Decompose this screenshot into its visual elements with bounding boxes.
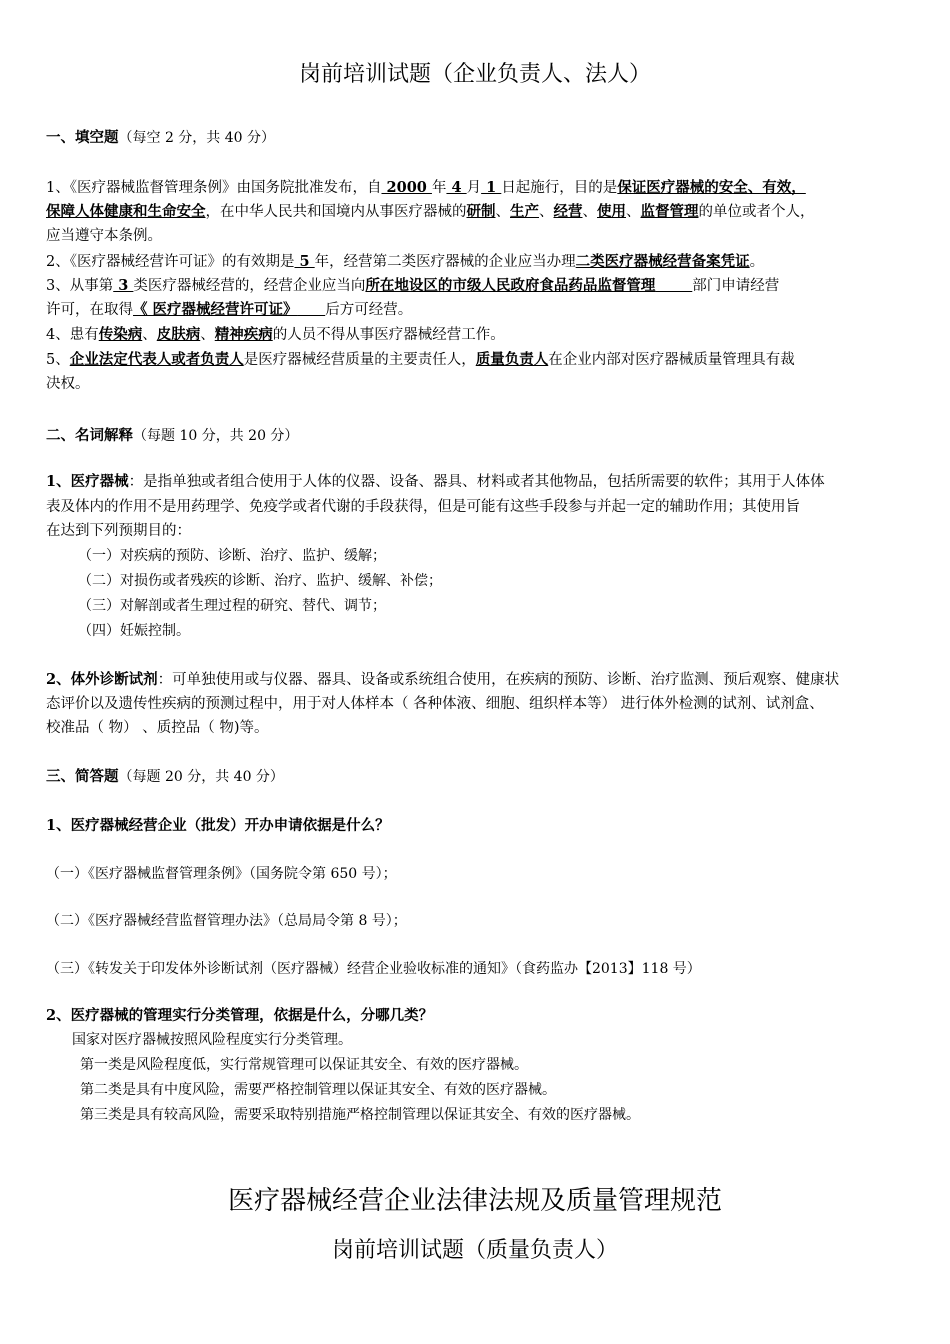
q1-year-answer: 2000 [381,179,432,196]
separator: 、 [582,204,597,220]
section1-heading: 一、填空题 [46,129,119,146]
q3-blank-2 [298,302,326,318]
section2-heading-line [46,424,916,448]
separator: 、 [142,327,157,343]
page-title: 岗前培训试题（企业负责人、法人） [298,62,651,87]
q3-text-line2: 许可，在取得 [46,302,133,318]
term1-line3: 在达到下列预期目的： [46,523,191,539]
term1-line1 [46,470,916,494]
q3-text-end: 部门申请经营 [692,278,780,294]
q3-text-mid: 类医疗器械经营的，经营企业应当向 [133,278,366,294]
q2-text-end: 。 [749,254,765,270]
q1-purpose-answer: 保证医疗器械的安全、有效， [617,179,806,196]
q3-text: 3、从事第 [46,278,114,294]
q5-line2: 决权。 [46,376,90,392]
q5-text-mid: 是医疗器械经营质量的主要责任人， [243,352,476,368]
q1-activity-answer: 经营 [553,203,583,220]
q1-text-mid: 日起施行，目的是 [501,180,618,196]
q3-answer-2: 《 医疗器械经营许可证》 [133,301,298,318]
q1-line3: 应当遵守本条例。 [46,228,162,244]
term1-colon: ： [128,474,144,490]
q2-years-answer: 5 [294,253,315,270]
section2-points: （每题 10 分，共 20 分） [133,428,299,444]
q1-year-label: 年 [431,180,447,196]
section3-heading: 三、简答题 [46,768,119,785]
q5-answer: 企业法定代表人或者负责人 [69,351,244,368]
s3-answer-item: （二）《医疗器械经营监督管理办法》（总局局令第 8 号）； [46,913,407,929]
q4-answer: 传染病 [98,326,143,343]
q1-activity-answer: 监督管理 [640,203,699,220]
footer-subtitle: 岗前培训试题（质量负责人） [331,1238,618,1263]
q2-text: 2、《医疗器械经营许可证》的有效期是 [46,254,295,270]
q2-line [46,250,916,274]
term1-line2: 表及体内的作用不是用药理学、免疫学或者代谢的手段获得，但是可能有这些手段参与并起一定的辅助作用；其使用旨 [46,499,800,515]
term1-item: （三）对解剖或者生理过程的研究、替代、调节； [78,598,386,614]
s3-question-2: 2、医疗器械的管理实行分类管理，依据是什么，分哪几类？ [46,1007,434,1024]
s3-q2-intro: 国家对医疗器械按照风险程度实行分类管理。 [72,1032,352,1048]
term1-text: 是指单独或者组合使用于人体的仪器、设备、器具、材料或者其他物品，包括所需要的软件；其用于人体体 [143,474,825,490]
q4-answer: 皮肤病 [156,326,201,343]
q1-activity-answer: 研制 [466,203,496,220]
section1-points: （每空 2 分，共 40 分） [118,130,276,146]
term2-label: 2、体外诊断试剂 [46,671,158,688]
q1-activity-answer: 使用 [597,203,626,220]
term1-item: （四）妊娠控制。 [78,623,190,639]
q3-line2 [46,298,916,322]
q1-line1 [46,176,916,200]
q1-month-answer: 4 [446,179,467,196]
term1-label: 1、医疗器械 [46,473,129,490]
q3-text-line2-end: 后方可经营。 [325,302,413,318]
q1-text: 1、《医疗器械监督管理条例》由国务院批准发布，自 [46,180,382,196]
q5-text: 5、 [46,352,70,368]
q5-text-end: 在企业内部对医疗器械质量管理具有裁 [548,352,795,368]
q1-line2 [46,200,916,224]
s3-q2-class: 第二类是具有中度风险，需要严格控制管理以保证其安全、有效的医疗器械。 [80,1082,556,1098]
term1-item: （二）对损伤或者残疾的诊断、治疗、监护、缓解、补偿； [78,573,442,589]
s3-q2-class: 第三类是具有较高风险，需要采取特别措施严格控制管理以保证其安全、有效的医疗器械。 [80,1107,640,1123]
q3-blank [655,278,692,294]
separator: 、 [539,204,554,220]
section2-heading: 二、名词解释 [46,427,133,444]
q1-text-mid2: ，在中华人民共和国境内从事医疗器械的 [205,204,467,220]
q4-text-end: 的人员不得从事医疗器械经营工作。 [272,327,505,343]
s3-answer-item: （三）《转发关于印发体外诊断试剂（医疗器械）经营企业验收标准的通知》（食药监办【2013】118 号） [46,961,701,977]
term2-line3: 校准品（ 物） 、质控品（ 物)等。 [46,720,269,736]
q4-text: 4、患有 [46,327,99,343]
q3-answer: 所在地设区的市级人民政府食品药品监督管理 [365,277,656,294]
q1-day-answer: 1 [481,179,502,196]
q1-purpose-answer-2: 保障人体健康和生命安全 [46,203,206,220]
term2-line2: 态评价以及遗传性疾病的预测过程中，用于对人体样本（ 各种体液、细胞、组织样本等） 进行体外检测的试剂、试剂盒、 [46,696,824,712]
term2-line1 [46,668,916,692]
q5-line1 [46,348,916,372]
q2-text-mid: 年，经营第二类医疗器械的企业应当办理 [314,254,576,270]
q3-line1 [46,274,916,298]
term2-colon: ： [157,672,173,688]
s3-q2-class: 第一类是风险程度低，实行常规管理可以保证其安全、有效的医疗器械。 [80,1057,528,1073]
section3-points: （每题 20 分，共 40 分） [118,769,284,785]
q3-class-answer: 3 [113,277,134,294]
q5-answer-2: 质量负责人 [475,351,549,368]
s3-question-1: 1、医疗器械经营企业（批发）开办申请依据是什么？ [46,817,390,834]
separator: 、 [200,327,215,343]
separator: 、 [495,204,510,220]
q1-month-label: 月 [466,180,482,196]
q1-text-end: 的单位或者个人， [698,204,815,220]
q4-answer: 精神疾病 [214,326,273,343]
s3-answer-item: （一）《医疗器械监督管理条例》（国务院令第 650 号）； [46,866,397,882]
section3-heading-line [46,765,916,789]
footer-title: 医疗器械经营企业法律法规及质量管理规范 [227,1186,722,1216]
separator: 、 [626,204,641,220]
q1-activity-answer: 生产 [510,203,539,220]
term2-text: 可单独使用或与仪器、器具、设备或系统组合使用，在疾病的预防、诊断、治疗监测、预后观察、健康状 [172,672,840,688]
section1-heading-line [46,126,916,150]
q4-line [46,323,916,347]
term1-item: （一）对疾病的预防、诊断、治疗、监护、缓解； [78,548,386,564]
q2-answer: 二类医疗器械经营备案凭证 [575,253,750,270]
